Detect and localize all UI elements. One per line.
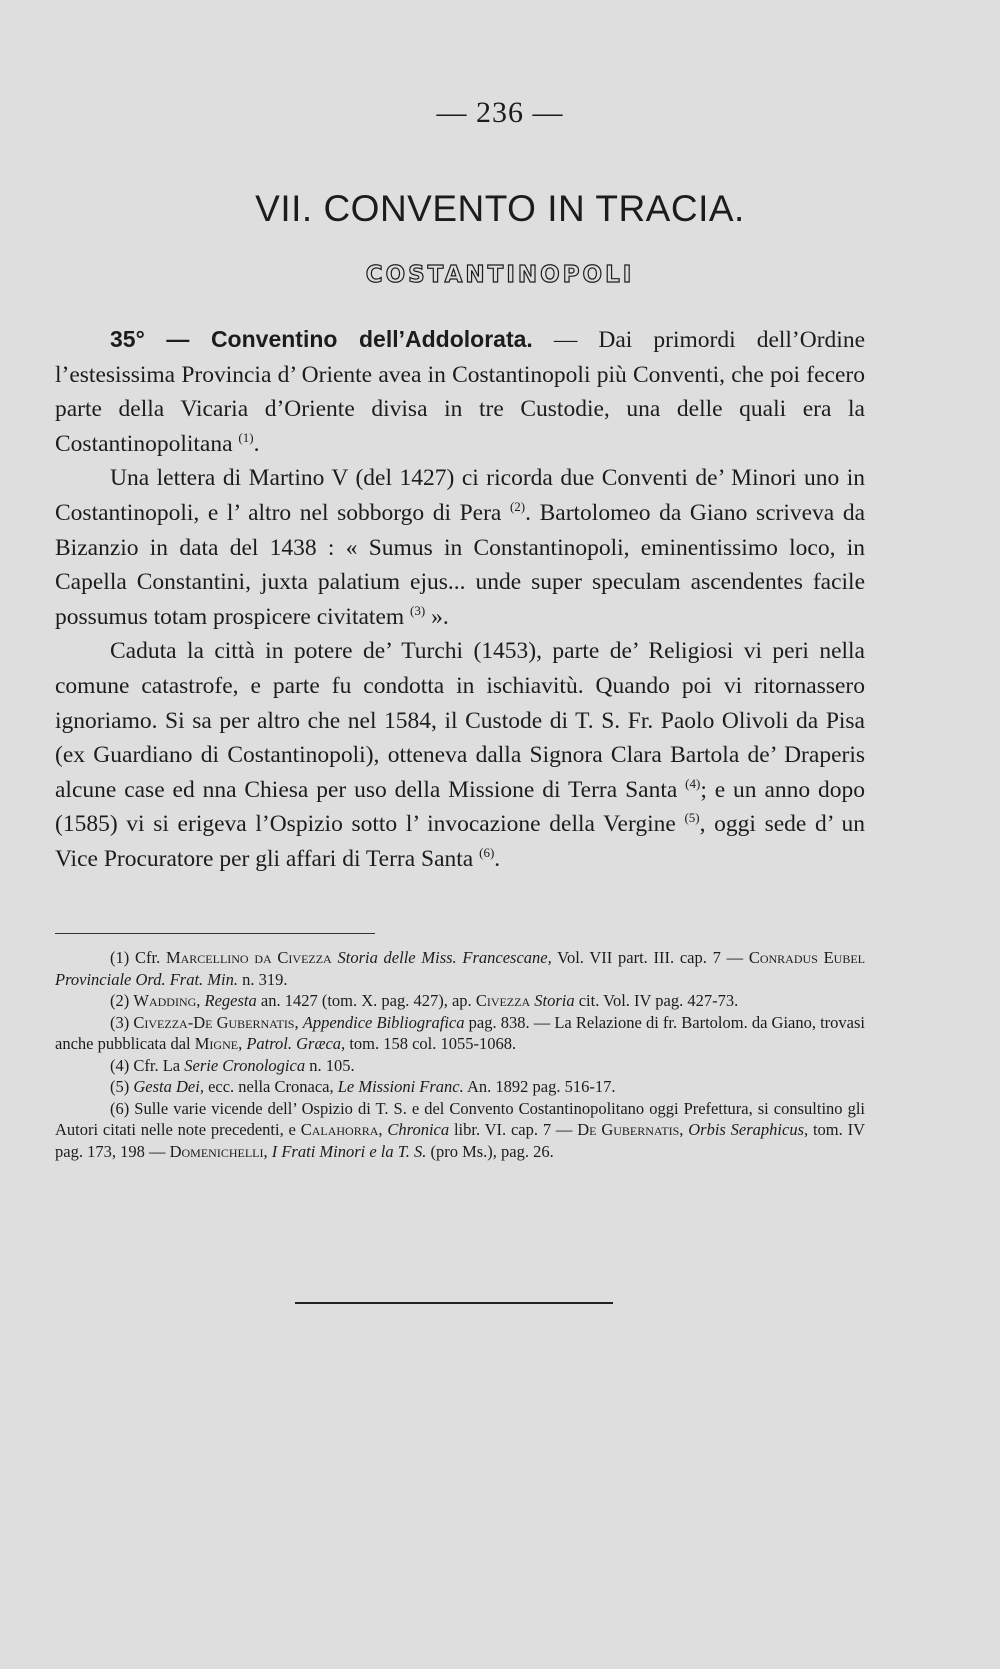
footnote-ref: (2) (509, 499, 526, 515)
footnote-text: tom. IV pag. 173, 198 — (55, 1120, 866, 1161)
footnote-number: (2) (110, 991, 130, 1010)
footnote-title: I Frati Minori e la T. S. (271, 1141, 427, 1161)
footnote-author: Marcellino da Civezza (165, 948, 332, 967)
entry-heading: Conventino dell’Addolorata. (210, 326, 533, 352)
footnote-title: Orbis Seraphicus, (688, 1120, 809, 1139)
footnote-title: Gesta Dei, (133, 1077, 204, 1096)
footnote-number: (1) (110, 948, 130, 967)
footnote-text: An. 1892 pag. 516-17. (463, 1077, 616, 1096)
footnote-title: Regesta (204, 991, 257, 1010)
footnote-2 (55, 990, 865, 1012)
footnote-5 (55, 1076, 865, 1098)
footnote-text: pag. 838. — La Relazione di fr. Bartolom. da Giano, trovasi anche pubblicata dal (55, 1012, 866, 1053)
footnote-ref: (3) (410, 602, 426, 618)
paragraph-3-end: . (494, 845, 501, 872)
footnote-author: De Gubernatis, (577, 1120, 684, 1139)
footnote-title: Appendice Bibliografica (302, 1012, 465, 1032)
footnote-1 (55, 947, 865, 990)
paragraph-2-end: ». (425, 603, 449, 630)
footnote-title: Le Missioni Franc. (337, 1077, 464, 1096)
paragraph-3 (55, 634, 865, 876)
footnote-title: Storia (534, 991, 575, 1010)
footnote-author: Civezza (475, 991, 531, 1010)
footnote-title: Storia delle Miss. Francescane, (337, 948, 552, 967)
footnote-text: n. 319. (238, 969, 288, 989)
footnote-text: ecc. nella Cronaca, (203, 1077, 338, 1096)
footnote-number: (5) (110, 1077, 130, 1096)
footnote-text: Cfr. La (129, 1055, 185, 1075)
footnote-ref: (5) (684, 810, 700, 826)
footnote-author: Conradus Eubel (748, 948, 866, 967)
footnote-ref: (4) (685, 775, 701, 791)
paragraph-2-text-a: Una lettera di Martino V (del 1427) ci ricorda due Conventi de’ Minori uno in Costantinopoli, e l’ altro nel sobborgo di Pera (55, 465, 865, 526)
paragraph-3-text-c: , oggi sede d’ un Vice Procuratore per gli affari di Terra Santa (55, 811, 865, 872)
paragraph-1-end: . (253, 430, 260, 457)
body-text (55, 322, 865, 877)
footnote-4 (55, 1055, 865, 1077)
footnote-text: Cfr. (129, 948, 166, 967)
footnote-text: libr. VI. cap. 7 — (449, 1120, 578, 1139)
footnote-text: Vol. VII part. III. cap. 7 — (551, 948, 749, 967)
footnote-text: n. 105. (305, 1055, 355, 1075)
footnote-title: Chronica (387, 1120, 450, 1139)
page-number: — 236 — (436, 96, 564, 129)
footnote-author: Civezza-De Gubernatis, (133, 1012, 299, 1032)
entry-number: 35° (110, 326, 145, 352)
footnote-text: an. 1427 (tom. X. pag. 427), ap. (256, 991, 476, 1010)
footnote-text: tom. 158 col. 1055-1068. (345, 1034, 517, 1053)
section-title: COSTANTINOPOLI (365, 262, 635, 288)
paragraph-2-text-b: . Bartolomeo da Giano scriveva da Bizanzio in data del 1438 : « Sumus in Constantinopoli, eminentissimo loco, in Capella Constantini, juxta palatium ejus... unde super speculam ascendentes facile possumus totam prospicere civitatem (55, 499, 866, 630)
paragraph-2 (55, 461, 865, 634)
footnote-text: (pro Ms.), pag. 26. (426, 1141, 554, 1161)
footnote-author: Calahorra, (300, 1120, 383, 1139)
paragraph-3-text-a: Caduta la città in potere de’ Turchi (1453), parte de’ Religiosi vi peri nella comune catastrofe, e parte fu condotta in ischiavitù. Quando poi vi ritornassero ignoriamo. Si sa per altro che nel 1584, il Custode di T. S. Fr. Paolo Olivoli da Pisa (ex Guardiano di Costantinopoli), otteneva dalla Signora Clara Bartola de’ Draperis alcune case ed nna Chiesa per uso della Missione di Terra Santa (55, 638, 865, 803)
footnote-title: Patrol. Græca, (246, 1034, 346, 1053)
footnote-author: Migne, (194, 1034, 243, 1053)
paragraph-3-text-b: ; e un anno dopo (1585) vi si erigeva l’Ospizio sotto l’ invocazione della Vergine (55, 776, 865, 838)
footnote-number: (6) (110, 1098, 130, 1118)
paragraph-1-text: — Dai primordi dell’Ordine l’estesissima Provincia d’ Oriente avea in Costantinopoli più Conventi, che poi fecero parte della Vicaria d’Oriente divisa in tre Custodie, una delle quali era la Costantinopolitana (55, 327, 866, 457)
footnote-title: Serie Cronologica (184, 1055, 306, 1075)
entry-dash: — (144, 326, 211, 352)
footnote-separator (55, 933, 375, 934)
footnote-6 (55, 1098, 865, 1163)
end-rule (295, 1302, 613, 1304)
chapter-title: VII. CONVENTO IN TRACIA. (255, 188, 745, 229)
footnote-title: Provinciale Ord. Frat. Min. (55, 969, 238, 989)
paragraph-1 (55, 322, 865, 461)
footnote-number: (3) (110, 1012, 130, 1032)
footnote-author: Domenichelli, (169, 1141, 268, 1161)
footnote-text: cit. Vol. IV pag. 427-73. (574, 991, 739, 1010)
footnotes (55, 947, 865, 1162)
footnote-ref: (1) (238, 429, 254, 445)
footnote-number: (4) (110, 1055, 130, 1075)
footnote-text: Sulle varie vicende dell’ Ospizio di T. S. e del Convento Costantinopolitano oggi Prefettura, si consultino gli Autori citati nelle note precedenti, e (55, 1098, 865, 1139)
footnote-author: Wadding, (133, 991, 201, 1010)
footnote-3 (55, 1012, 865, 1055)
footnote-ref: (6) (479, 845, 495, 861)
